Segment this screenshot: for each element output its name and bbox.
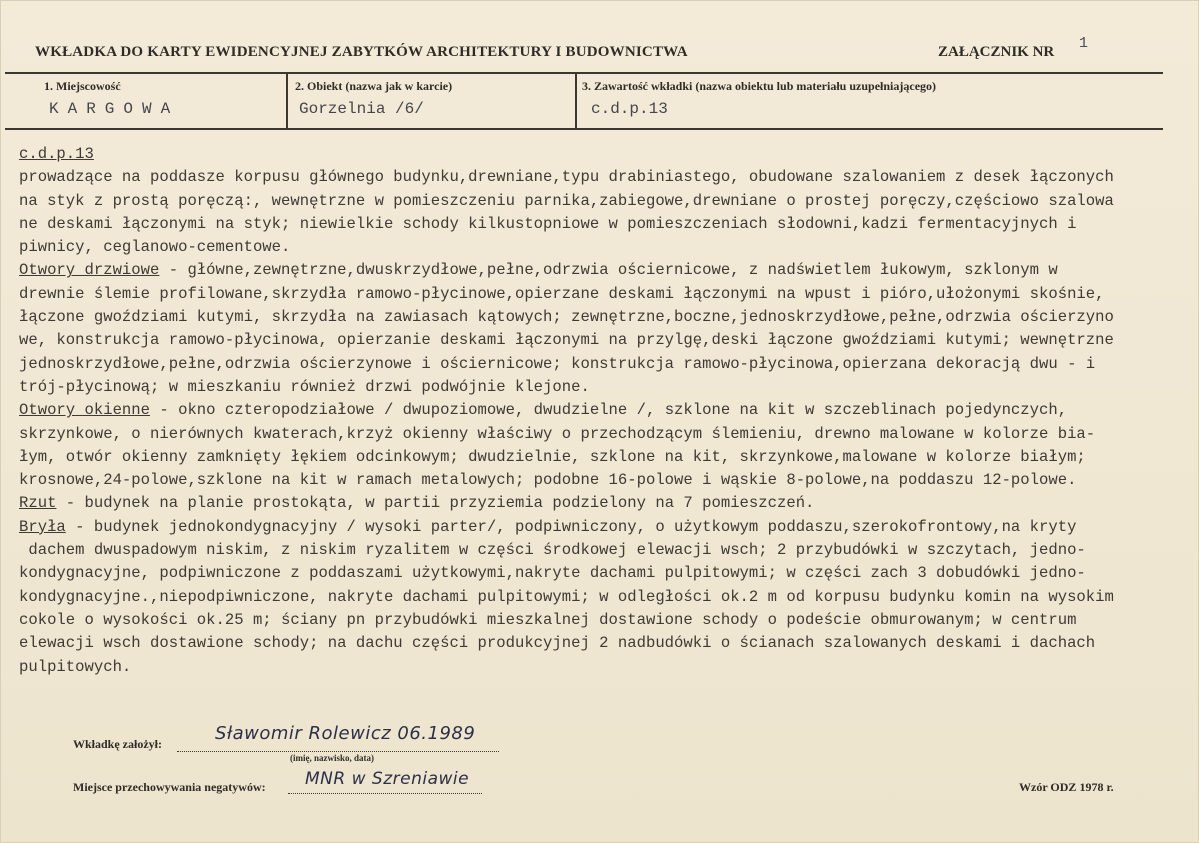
line-text: cokole o wysokości ok.25 m; ściany pn przybudówki mieszkalnej dostawione schody o podeście obmurowanym; w centrum <box>19 610 1077 629</box>
description-line <box>19 586 1197 609</box>
line-text: krosnowe,24-polowe,szklone na kit w ramach metalowych; podobne 16-polowe i wąskie 8-polowe,na poddaszu 12-polowe. <box>19 471 1077 490</box>
locality-value: KARGOWA <box>49 100 180 118</box>
description-lines <box>19 166 1197 679</box>
prepared-by-signature: Sławomir Rolewicz 06.1989 <box>215 723 476 744</box>
line-text: na styk z prostą poręczą:, wewnętrzne w pomieszczeniu parnika,zabiegowe,drewniane o prostej poręczy,częściowo szalowa <box>19 191 1114 210</box>
line-text: - budynek na planie prostokąta, w partii przyziemia podzielony na 7 pomieszczeń. <box>56 494 815 513</box>
section-heading: Bryła <box>19 517 66 536</box>
line-text: jednoskrzydłowe,pełne,odrzwia ościerzynowe i ościernicowe; konstrukcja ramowo-płycinowa,opierzana dekoracją dwu - i <box>19 354 1096 373</box>
line-text: trój-płycinową; w mieszkaniu również drzwi podwójnie klejone. <box>19 377 590 396</box>
description-line <box>19 329 1197 352</box>
description-line <box>19 609 1197 632</box>
description-line <box>19 283 1197 306</box>
description-line <box>19 259 1197 282</box>
line-text: drewnie ślemie profilowane,skrzydła ramowo-płycinowe,opierzane deskami łączonymi na wpust i pióro,ułożonymi skośnie, <box>19 284 1105 303</box>
description-text <box>19 143 1197 679</box>
description-line <box>19 446 1197 469</box>
contents-value: c.d.p.13 <box>591 100 668 118</box>
description-line <box>19 492 1197 515</box>
header-divider-top <box>5 72 1163 74</box>
field-divider-1 <box>286 73 288 129</box>
section-heading: Otwory drzwiowe <box>19 261 160 280</box>
prepared-by-label: Wkładkę założył: <box>73 737 162 751</box>
description-line <box>19 306 1197 329</box>
locality-label: 1. Miejscowość <box>44 79 121 93</box>
line-text: pulpitowych. <box>19 657 132 676</box>
contents-label: 3. Zawartość wkładki (nazwa obiektu lub materiału uzupełniającego) <box>582 79 937 93</box>
description-line <box>19 539 1197 562</box>
negatives-label: Miejsce przechowywania negatywów: <box>73 780 266 794</box>
attachment-number: 1 <box>1079 35 1089 52</box>
line-text: łączone gwoździami kutymi, skrzydła na zawiasach kątowych; zewnętrzne,boczne,jednoskrzydłowe,pełne,odrzwia ościerzyno <box>19 308 1114 327</box>
line-text: łym, otwór okienny zamknięty łękiem odcinkowym; dwudzielnie, szklone na kit, skrzynkowe,malowane w kolorze białym; <box>19 447 1086 466</box>
field-divider-2 <box>575 73 577 129</box>
line-text: - główne,zewnętrzne,dwuskrzydłowe,pełne,odrzwia ościernicowe, z nadświetlem łukowym, szklonym w <box>159 261 1058 280</box>
line-text: piwnicy, ceglanowo-cementowe. <box>19 238 291 257</box>
description-line <box>19 236 1197 259</box>
description-line <box>19 423 1197 446</box>
line-text: ne deskami łączonymi na styk; niewielkie schody kilkustopniowe w pomieszczeniach słodowni,kadzi fermentacyjnych i <box>19 214 1077 233</box>
section-heading: Rzut <box>19 494 57 513</box>
line-text: elewacji wsch dostawione schody; na dachu części produkcyjnej 2 nadbudówki o ścianach szalowanych deskami i dachach <box>19 634 1096 653</box>
line-text: - budynek jednokondygnacyjny / wysoki parter/, podpiwniczony, o użytkowym poddaszu,szerokofrontowy,na kryty <box>65 517 1077 536</box>
prepared-by-hint: (imię, nazwisko, data) <box>290 753 374 763</box>
description-line <box>19 516 1197 539</box>
description-line <box>19 469 1197 492</box>
negatives-location: MNR w Szreniawie <box>305 769 470 789</box>
description-line <box>19 190 1197 213</box>
description-line <box>19 353 1197 376</box>
header-divider-bottom <box>5 128 1163 130</box>
section-heading: Otwory okienne <box>19 401 151 420</box>
form-title: WKŁADKA DO KARTY EWIDENCYJNEJ ZABYTKÓW ARCHITEKTURY I BUDOWNICTWA <box>35 44 688 60</box>
description-line <box>19 632 1197 655</box>
line-text: kondygnacyjne.,niepodpiwniczone, nakryte dachami pulpitowymi; w odległości ok.2 m od korpusu budynku komin na wysokim <box>19 587 1114 606</box>
description-line <box>19 376 1197 399</box>
line-text: kondygnacyjne, podpiwniczone z poddaszami użytkowymi,nakryte dachami pulpitowymi; w części zach 3 dobudówki jedno- <box>19 564 1086 583</box>
description-line <box>19 656 1197 679</box>
description-line <box>19 213 1197 236</box>
line-text: prowadzące na poddasze korpusu głównego budynku,drewniane,typu drabiniastego, obudowane szalowaniem z desek łączonych <box>19 168 1114 187</box>
line-text: dachem dwuspadowym niskim, z niskim ryzalitem w części środkowej elewacji wsch; 2 przybudówki w szczytach, jedno- <box>19 541 1086 560</box>
description-line <box>19 166 1197 189</box>
description-line <box>19 562 1197 585</box>
continuation-reference: c.d.p.13 <box>19 145 94 163</box>
object-value: Gorzelnia /6/ <box>299 100 424 118</box>
attachment-label: ZAŁĄCZNIK NR <box>938 44 1055 60</box>
form-code: Wzór ODZ 1978 r. <box>1019 780 1114 794</box>
description-line <box>19 399 1197 422</box>
prepared-by-line <box>177 751 499 752</box>
object-label: 2. Obiekt (nazwa jak w karcie) <box>295 79 453 93</box>
line-text: we, konstrukcja ramowo-płycinowa, opierzanie deskami łączonymi na przylgę,deski łączone gwoździami kutymi; wewnętrzne <box>19 331 1114 350</box>
negatives-line <box>288 793 482 794</box>
line-text: - okno czteropodziałowe / dwupoziomowe, dwudzielne /, szklone na kit w szczeblinach pojedynczych, <box>150 401 1068 420</box>
line-text: skrzynkowe, o nierównych kwaterach,krzyż okienny właściwy o przechodzącym ślemieniu, drewno malowane w kolorze bia- <box>19 424 1096 443</box>
